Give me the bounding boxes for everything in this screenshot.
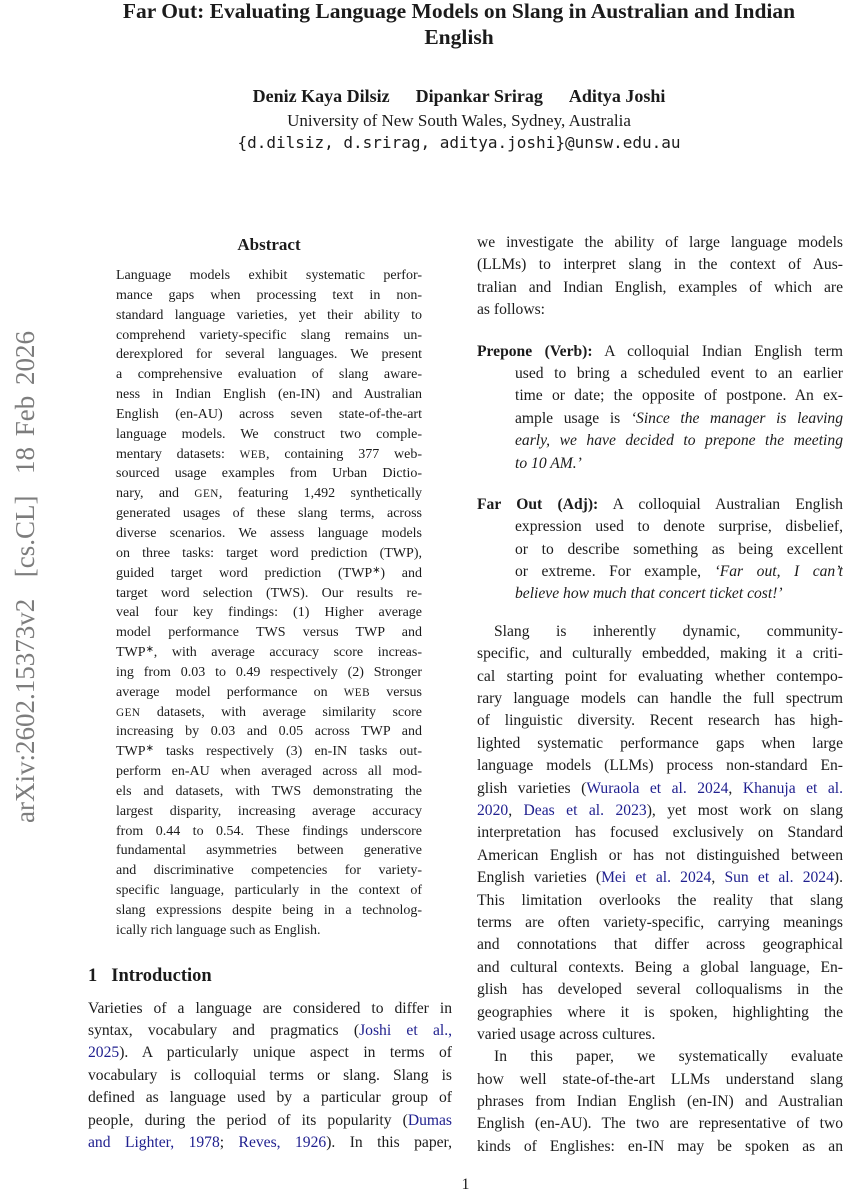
text-segment: ). A particularly unique aspect in terms of <box>119 1044 452 1062</box>
citation-link[interactable]: Khanuja et al. <box>742 779 843 797</box>
text-segment: model performance TWS versus TWP and <box>116 625 422 641</box>
text-line <box>116 703 422 723</box>
abstract-body <box>116 266 422 941</box>
text-line <box>116 365 422 385</box>
text-line <box>477 1113 843 1135</box>
text-line <box>477 453 843 475</box>
text-line <box>116 603 422 623</box>
author-name: Dipankar Srirag <box>415 86 543 106</box>
text-segment: guided target word prediction (TWP <box>116 565 373 581</box>
text-line <box>116 742 422 762</box>
text-segment: language models. We construct two comple- <box>116 426 422 442</box>
text-segment: This limitation overlooks the reality that slang <box>477 891 843 909</box>
text-segment: Prepone (Verb): <box>477 342 593 360</box>
paper-title <box>80 0 838 50</box>
text-segment: perform en-AU when averaged across all mod- <box>116 764 422 780</box>
text-segment: average model performance on <box>116 684 344 700</box>
text-segment: ∗ <box>145 643 154 655</box>
email-line: {d.dilsiz, d.srirag, aditya.joshi}@unsw.edu.au <box>237 133 681 152</box>
text-line <box>116 861 422 881</box>
author-name: Aditya Joshi <box>568 86 666 106</box>
text-line <box>116 405 422 425</box>
text-segment: English (en-AU) across seven state-of-the-art <box>116 406 422 422</box>
citation-link[interactable]: Dumas <box>407 1111 452 1129</box>
text-segment: time or date; the opposite of postpone. An ex- <box>515 387 843 405</box>
text-line <box>116 445 422 465</box>
text-segment: TWP <box>116 645 146 661</box>
text-line <box>116 822 422 842</box>
text-segment: how well state-of-the-art LLMs understand slang <box>477 1070 843 1088</box>
citation-link[interactable]: Deas et al. 2023 <box>523 801 647 819</box>
text-segment: , <box>711 869 725 887</box>
left-column <box>88 232 452 1154</box>
text-segment: Far Out (Adj): <box>477 495 599 513</box>
text-line <box>116 584 422 604</box>
text-line <box>116 326 422 346</box>
text-segment: mentary datasets: <box>116 446 240 462</box>
text-line <box>477 755 843 777</box>
text-segment: as follows: <box>477 301 546 319</box>
intro-paragraph <box>88 998 452 1155</box>
text-segment: ∗ <box>145 743 154 755</box>
text-segment: ample usage is <box>515 409 631 427</box>
text-line <box>477 890 843 912</box>
text-segment: to 10 AM.’ <box>515 454 582 472</box>
text-line <box>477 778 843 800</box>
text-line <box>477 277 843 299</box>
text-segment: defined as language used by a particular group of <box>88 1089 452 1107</box>
text-line <box>477 934 843 956</box>
text-segment: vocabulary is colloquial terms or slang. Slang is <box>88 1066 452 1084</box>
abstract-heading: Abstract <box>237 235 301 254</box>
text-segment: of linguistic diversity. Recent research has high- <box>477 712 843 730</box>
text-line <box>477 539 843 561</box>
text-line <box>477 363 843 385</box>
citation-link[interactable]: Sun et al. 2024 <box>724 869 834 887</box>
text-line <box>116 286 422 306</box>
text-segment: specific, and culturally embedded, making it a criti- <box>477 645 843 663</box>
text-line <box>116 881 422 901</box>
page-number: 1 <box>461 1176 470 1193</box>
citation-link[interactable]: Mei et al. 2024 <box>601 869 712 887</box>
text-line <box>116 782 422 802</box>
text-segment: A colloquial Australian English <box>598 495 843 513</box>
text-segment: tasks respectively (3) en-IN tasks out- <box>153 744 422 760</box>
text-line <box>477 733 843 755</box>
text-line <box>116 464 422 484</box>
text-segment: diverse scenarios. We assess language models <box>116 525 422 541</box>
text-line <box>116 266 422 286</box>
author-list <box>80 86 838 107</box>
text-segment: generated usages of these slang terms, across <box>116 506 422 522</box>
text-segment: and cultural contexts. Being a global language, En- <box>477 958 843 976</box>
text-segment: standard language varieties, yet their ability to <box>116 307 422 323</box>
citation-link[interactable]: Wuraola et al. 2024 <box>586 779 729 797</box>
text-segment: cal starting point for evaluating whether contempo- <box>477 667 843 685</box>
text-line <box>477 1069 843 1091</box>
text-segment: ), yet most work on slang <box>646 801 843 819</box>
text-segment: comprehend variety-specific slang remains un- <box>116 327 422 343</box>
text-line <box>477 710 843 732</box>
arxiv-stamp: arXiv:2602.15373v2 [cs.CL] 18 Feb 2026 <box>10 331 40 823</box>
text-segment: rary language models can handle the full spectrum <box>477 690 843 708</box>
text-line <box>477 1046 843 1068</box>
text-segment: on three tasks: target word prediction (TWP), <box>116 545 422 561</box>
text-segment: we investigate the ability of large language models <box>477 234 843 251</box>
text-line <box>477 800 843 822</box>
right-column <box>477 232 843 1158</box>
text-line <box>477 494 843 516</box>
definition-item <box>477 494 843 606</box>
text-segment: increasing by 0.03 and 0.05 across TWP and <box>116 724 422 740</box>
text-segment: fundamental asymmetries between generative <box>116 843 422 859</box>
text-segment: glish varieties ( <box>477 779 587 797</box>
text-segment: lighted systematic performance gaps when large <box>477 734 843 752</box>
text-line <box>116 484 422 504</box>
text-segment: ing from 0.03 to 0.49 respectively (2) Stronger <box>116 664 422 680</box>
section-title: Introduction <box>111 965 212 986</box>
text-line <box>477 408 843 430</box>
text-segment: ness in Indian English (en-IN) and Australian <box>116 387 422 403</box>
text-segment: slang expressions despite being in a technolog- <box>116 903 422 918</box>
text-segment: els and datasets, with TWS demonstrating the <box>116 783 422 799</box>
text-segment: ∗ <box>372 564 381 576</box>
text-segment: sourced usage examples from Urban Dictio- <box>116 466 422 482</box>
text-line <box>116 802 422 822</box>
section-1-heading <box>88 963 452 989</box>
citation-link[interactable]: Reves, 1926 <box>238 1134 327 1152</box>
text-line <box>477 1024 843 1046</box>
text-segment: mance gaps when processing text in non- <box>116 287 422 303</box>
text-line <box>116 306 422 326</box>
text-line <box>477 385 843 407</box>
text-line <box>88 1065 452 1087</box>
text-line <box>116 425 422 445</box>
text-line <box>116 762 422 782</box>
text-line <box>477 688 843 710</box>
text-line <box>116 564 422 584</box>
text-segment: a comprehensive evaluation of slang aware- <box>116 367 422 383</box>
text-line <box>477 341 843 363</box>
text-segment: Language models exhibit systematic perfor- <box>116 268 422 283</box>
text-segment: WEB <box>239 448 267 461</box>
text-segment: believe how much that concert ticket cost!’ <box>515 585 783 603</box>
affiliation: University of New South Wales, Sydney, Australia <box>287 111 631 130</box>
text-segment: GEN <box>116 706 141 719</box>
text-segment: ; <box>219 1134 239 1152</box>
text-segment: interpretation has focused exclusively on Standard <box>477 824 843 842</box>
text-segment: ). <box>833 869 843 887</box>
section-number: 1 <box>88 965 98 986</box>
text-segment: , featuring 1,492 synthetically <box>218 486 422 502</box>
text-segment: varied usage across cultures. <box>477 1025 656 1043</box>
text-segment: geographies where it is spoken, highlighting the <box>477 1003 843 1021</box>
text-segment: early, we have decided to prepone the meeting <box>515 432 843 450</box>
text-segment: English (en-AU). The two are representative of two <box>477 1115 843 1133</box>
text-segment: tralian and Indian English, examples of which are <box>477 278 843 296</box>
text-segment: Varieties of a language are considered to differ in <box>88 999 452 1017</box>
text-line <box>88 1110 452 1132</box>
text-line <box>88 1042 452 1064</box>
text-segment: from 0.44 to 0.54. These findings underscore <box>116 823 422 839</box>
text-segment: nary, and <box>116 486 195 502</box>
text-segment: ) and <box>380 565 422 581</box>
text-segment: and discriminative competencies for variety- <box>116 863 422 879</box>
text-segment: kinds of Englishes: en-IN may be spoken as an <box>477 1137 843 1155</box>
text-segment: terms are often variety-specific, carrying meanings <box>477 913 843 931</box>
text-line <box>116 663 422 683</box>
text-line <box>477 845 843 867</box>
text-segment: largest disparity, increasing average accuracy <box>116 803 422 819</box>
text-line <box>477 643 843 665</box>
text-line <box>88 1087 452 1109</box>
text-line <box>88 1132 452 1154</box>
citation-link[interactable]: 2020 <box>477 801 509 819</box>
text-line <box>477 912 843 934</box>
text-segment: datasets, with average similarity score <box>140 704 422 720</box>
text-segment: versus <box>370 684 422 700</box>
text-segment: WEB <box>343 686 371 699</box>
text-line <box>116 643 422 663</box>
citation-link[interactable]: Joshi et al., <box>359 1022 452 1040</box>
text-segment: target word selection (TWS). Our results re- <box>116 585 422 601</box>
text-line <box>88 1020 452 1042</box>
text-segment: American English or has not distinguished between <box>477 846 843 864</box>
text-line <box>477 516 843 538</box>
text-segment: or to describe something as being excellent <box>515 540 843 558</box>
text-segment: phrases from Indian English (en-IN) and Australian <box>477 1093 843 1111</box>
text-line <box>477 299 843 321</box>
text-line <box>116 921 422 941</box>
text-line <box>477 621 843 643</box>
text-line <box>477 583 843 605</box>
paragraph <box>477 621 843 1046</box>
text-segment: and connotations that differ across geographical <box>477 936 843 954</box>
text-line <box>477 957 843 979</box>
text-segment: derexplored for several languages. We present <box>116 347 422 363</box>
text-segment: In this paper, we systematically evaluate <box>494 1048 843 1066</box>
text-segment: expression used to denote surprise, disbelief, <box>515 518 843 536</box>
text-segment: glish has developed several colloqualisms in the <box>477 981 843 999</box>
abstract-section <box>116 232 422 941</box>
text-segment: (LLMs) to interpret slang in the context of Aus- <box>477 256 843 274</box>
text-line <box>116 683 422 703</box>
text-line <box>116 544 422 564</box>
definition-item <box>477 341 843 475</box>
text-line <box>477 1136 843 1158</box>
text-segment: ically rich language such as English. <box>116 922 321 938</box>
text-line <box>477 666 843 688</box>
paragraph <box>477 1046 843 1158</box>
text-line <box>477 430 843 452</box>
text-line <box>477 1002 843 1024</box>
text-segment: English varieties ( <box>477 869 602 887</box>
text-line <box>116 722 422 742</box>
text-segment: veal four key findings: (1) Higher average <box>116 605 422 621</box>
text-line <box>116 504 422 524</box>
text-line <box>116 385 422 405</box>
text-line <box>477 1091 843 1113</box>
text-line <box>116 345 422 365</box>
title-line-1: Far Out: Evaluating Language Models on Slang in Australian and Indian <box>122 0 796 23</box>
text-segment: ‘Since the manager is leaving <box>630 409 843 427</box>
text-segment: Slang is inherently dynamic, community- <box>494 622 843 640</box>
text-segment: language models (LLMs) process non-standard En- <box>477 757 843 775</box>
text-line <box>116 901 422 921</box>
text-line <box>116 524 422 544</box>
text-segment: , <box>508 801 524 819</box>
text-segment: GEN <box>194 488 219 501</box>
text-segment: , <box>728 779 743 797</box>
text-segment: used to bring a scheduled event to an earlier <box>515 364 843 382</box>
text-line <box>477 232 843 254</box>
text-line <box>477 561 843 583</box>
text-segment: syntax, vocabulary and pragmatics ( <box>88 1022 360 1040</box>
text-line <box>477 822 843 844</box>
text-segment: ‘Far out, I can’t <box>714 563 843 581</box>
citation-link[interactable]: and Lighter, 1978 <box>88 1134 220 1152</box>
title-line-2: English <box>424 25 494 49</box>
text-line <box>477 979 843 1001</box>
text-segment: , with average accuracy score increas- <box>153 645 422 661</box>
citation-link[interactable]: 2025 <box>88 1044 120 1062</box>
text-segment: specific language, particularly in the context of <box>116 883 422 899</box>
text-segment: people, during the period of its popularity ( <box>88 1111 408 1129</box>
paragraph <box>477 232 843 322</box>
text-line <box>116 841 422 861</box>
author-name: Deniz Kaya Dilsiz <box>252 86 390 106</box>
text-line <box>116 623 422 643</box>
text-line <box>477 254 843 276</box>
text-line <box>477 867 843 889</box>
text-line <box>88 998 452 1020</box>
text-segment: A colloquial Indian English term <box>592 342 843 360</box>
text-segment: or extreme. For example, <box>515 563 715 581</box>
text-segment: , containing 377 web- <box>266 446 422 462</box>
text-segment: ). In this paper, <box>326 1134 453 1152</box>
text-segment: TWP <box>116 744 146 760</box>
